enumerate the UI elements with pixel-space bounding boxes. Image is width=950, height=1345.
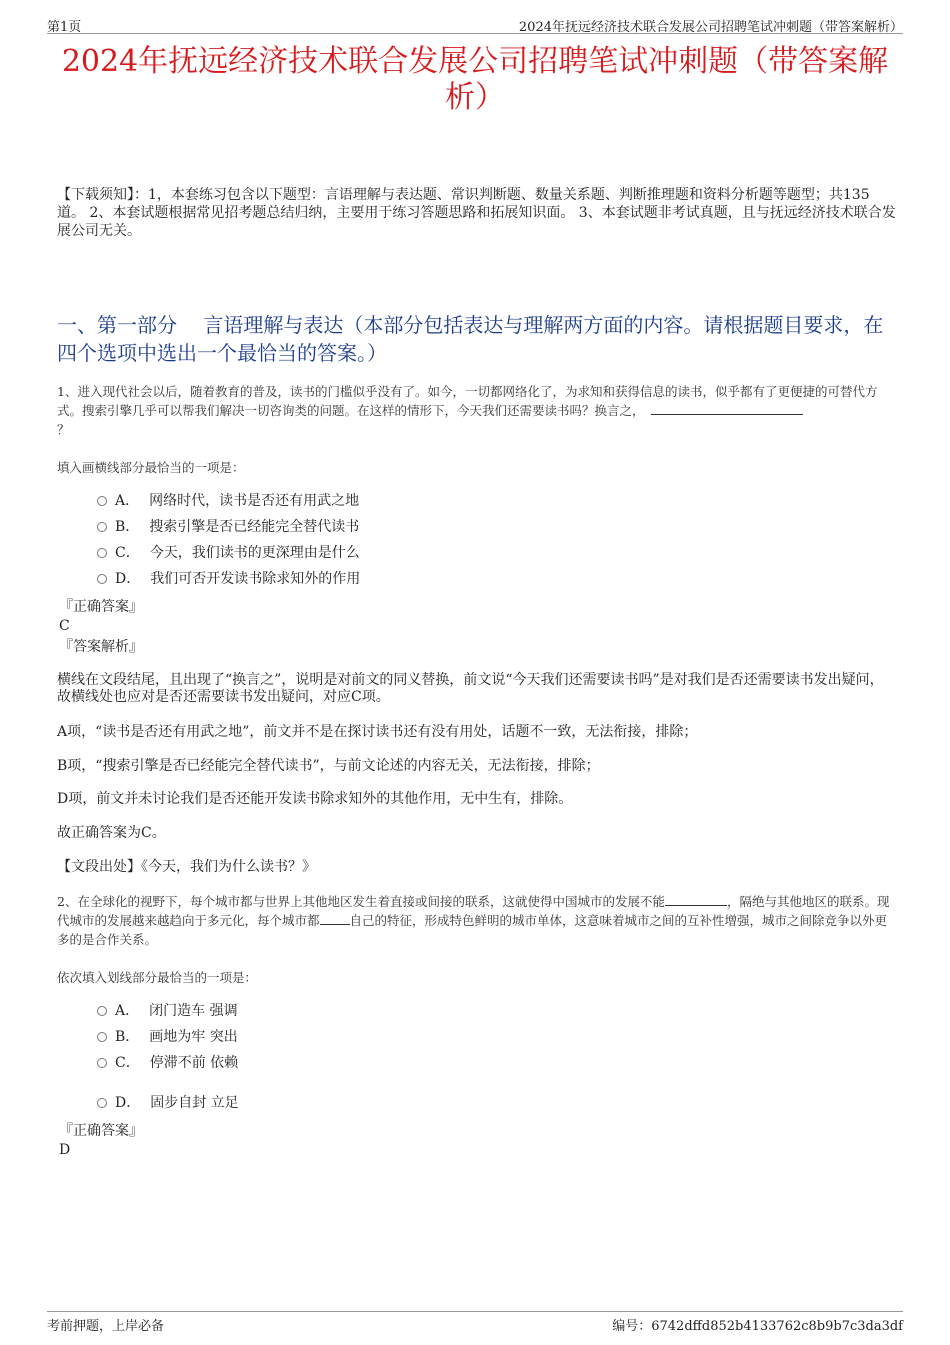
page-footer — [47, 1311, 903, 1334]
question-2-option-d[interactable]: D． 固步自封 立足 — [97, 1094, 239, 1112]
correct-answer-label: 『正确答案』 — [59, 1123, 143, 1139]
header-doc-title: 2024年抚远经济技术联合发展公司招聘笔试冲刺题（带答案解析） — [518, 20, 903, 35]
question-1-option-b[interactable]: B． 搜索引擎是否已经能完全替代读书 — [97, 518, 359, 536]
analysis-paragraph: B项，“搜索引擎是否已经能完全替代读书”，与前文论述的内容无关，无法衔接，排除； — [57, 758, 600, 774]
question-2-prompt: 依次填入划线部分最恰当的一项是： — [57, 970, 258, 985]
correct-answer: D — [59, 1142, 71, 1158]
question-1-text: 1、进入现代社会以后，随着教育的普及，读书的门槛似乎没有了。如今，一切都网络化了，为求知和获得信息的读书，似乎都有了更便捷的可替代方式。搜索引擎几乎可以帮我们解决一切咨询类的问题。在这样的情形下，今天我们还需要读书吗？换言之， ？ — [57, 384, 878, 437]
question-2-option-a[interactable]: A． 闭门造车 强调 — [97, 1002, 238, 1020]
radio-icon[interactable] — [97, 1058, 107, 1068]
footer-slogan: 考前押题，上岸必备 — [47, 1319, 165, 1334]
answer-blank — [665, 894, 727, 906]
analysis-paragraph: D项，前文并未讨论我们是否还能开发读书除求知外的其他作用，无中生有，排除。 — [57, 791, 573, 807]
correct-answer-label: 『正确答案』 — [59, 599, 143, 615]
radio-icon[interactable] — [97, 522, 107, 532]
radio-icon[interactable] — [97, 1006, 107, 1016]
answer-blank — [320, 913, 350, 925]
footer-serial: 编号：6742dffd852b4133762c8b9b7c3da3df — [612, 1319, 903, 1334]
answer-blank — [651, 403, 803, 415]
question-1-option-a[interactable]: A． 网络时代，读书是否还有用武之地 — [97, 492, 359, 510]
radio-icon[interactable] — [97, 496, 107, 506]
question-2-text: 2、在全球化的视野下，每个城市都与世界上其他地区发生着直接或间接的联系，这就使得中国城市的发展不能 ，隔绝与其他地区的联系。现代城市的发展越来越趋向于多元化，每个城市都 自己的特征，形成特色鲜明的城市单体，这意味着城市之间的互补性增强，城市之间除竞争以外更多的是合作关系。 — [57, 894, 890, 947]
radio-icon[interactable] — [97, 574, 107, 584]
analysis-paragraph: 故正确答案为C。 — [57, 825, 166, 841]
download-notice: 【下载须知】：1，本套练习包含以下题型：言语理解与表达题、常识判断题、数量关系题、判断推理题和资料分析题等题型；共135道。 2、本套试题根据常见招考题总结归纳，主要用于练习答题思路和拓展知识面。 3、本套试题非考试真题，且与抚远经济技术联合发展公司无关。 — [57, 187, 896, 239]
source-citation: 【文段出处】《今天，我们为什么读书？》 — [57, 859, 316, 875]
question-2-option-b[interactable]: B． 画地为牢 突出 — [97, 1028, 238, 1046]
radio-icon[interactable] — [97, 548, 107, 558]
question-2-option-c[interactable]: C． 停滞不前 依赖 — [97, 1054, 238, 1072]
radio-icon[interactable] — [97, 1032, 107, 1042]
correct-answer: C — [59, 618, 70, 634]
analysis-paragraph: A项，“读书是否还有用武之地”，前文并不是在探讨读书还有没有用处，话题不一致，无法衔接，排除； — [57, 724, 698, 740]
analysis-paragraph: 横线在文段结尾，且出现了“换言之”，说明是对前文的同义替换，前文说“今天我们还需要读书吗”是对我们是否还需要读书发出疑问，故横线处也应对是否还需要读书发出疑问，对应C项。 — [57, 672, 884, 705]
radio-icon[interactable] — [97, 1098, 107, 1108]
section-heading: 一、第一部分 言语理解与表达（本部分包括表达与理解两方面的内容。请根据题目要求，在四个选项中选出一个最恰当的答案。） — [57, 313, 884, 365]
question-1-prompt: 填入画横线部分最恰当的一项是： — [57, 460, 245, 475]
question-1-option-c[interactable]: C． 今天，我们读书的更深理由是什么 — [97, 544, 360, 562]
page-number: 第1页 — [47, 20, 82, 35]
analysis-label: 『答案解析』 — [59, 639, 143, 655]
page-title: 2024年抚远经济技术联合发展公司招聘笔试冲刺题（带答案解析） — [61, 44, 889, 115]
page-header — [47, 14, 903, 34]
question-1-option-d[interactable]: D． 我们可否开发读书除求知外的作用 — [97, 570, 360, 588]
